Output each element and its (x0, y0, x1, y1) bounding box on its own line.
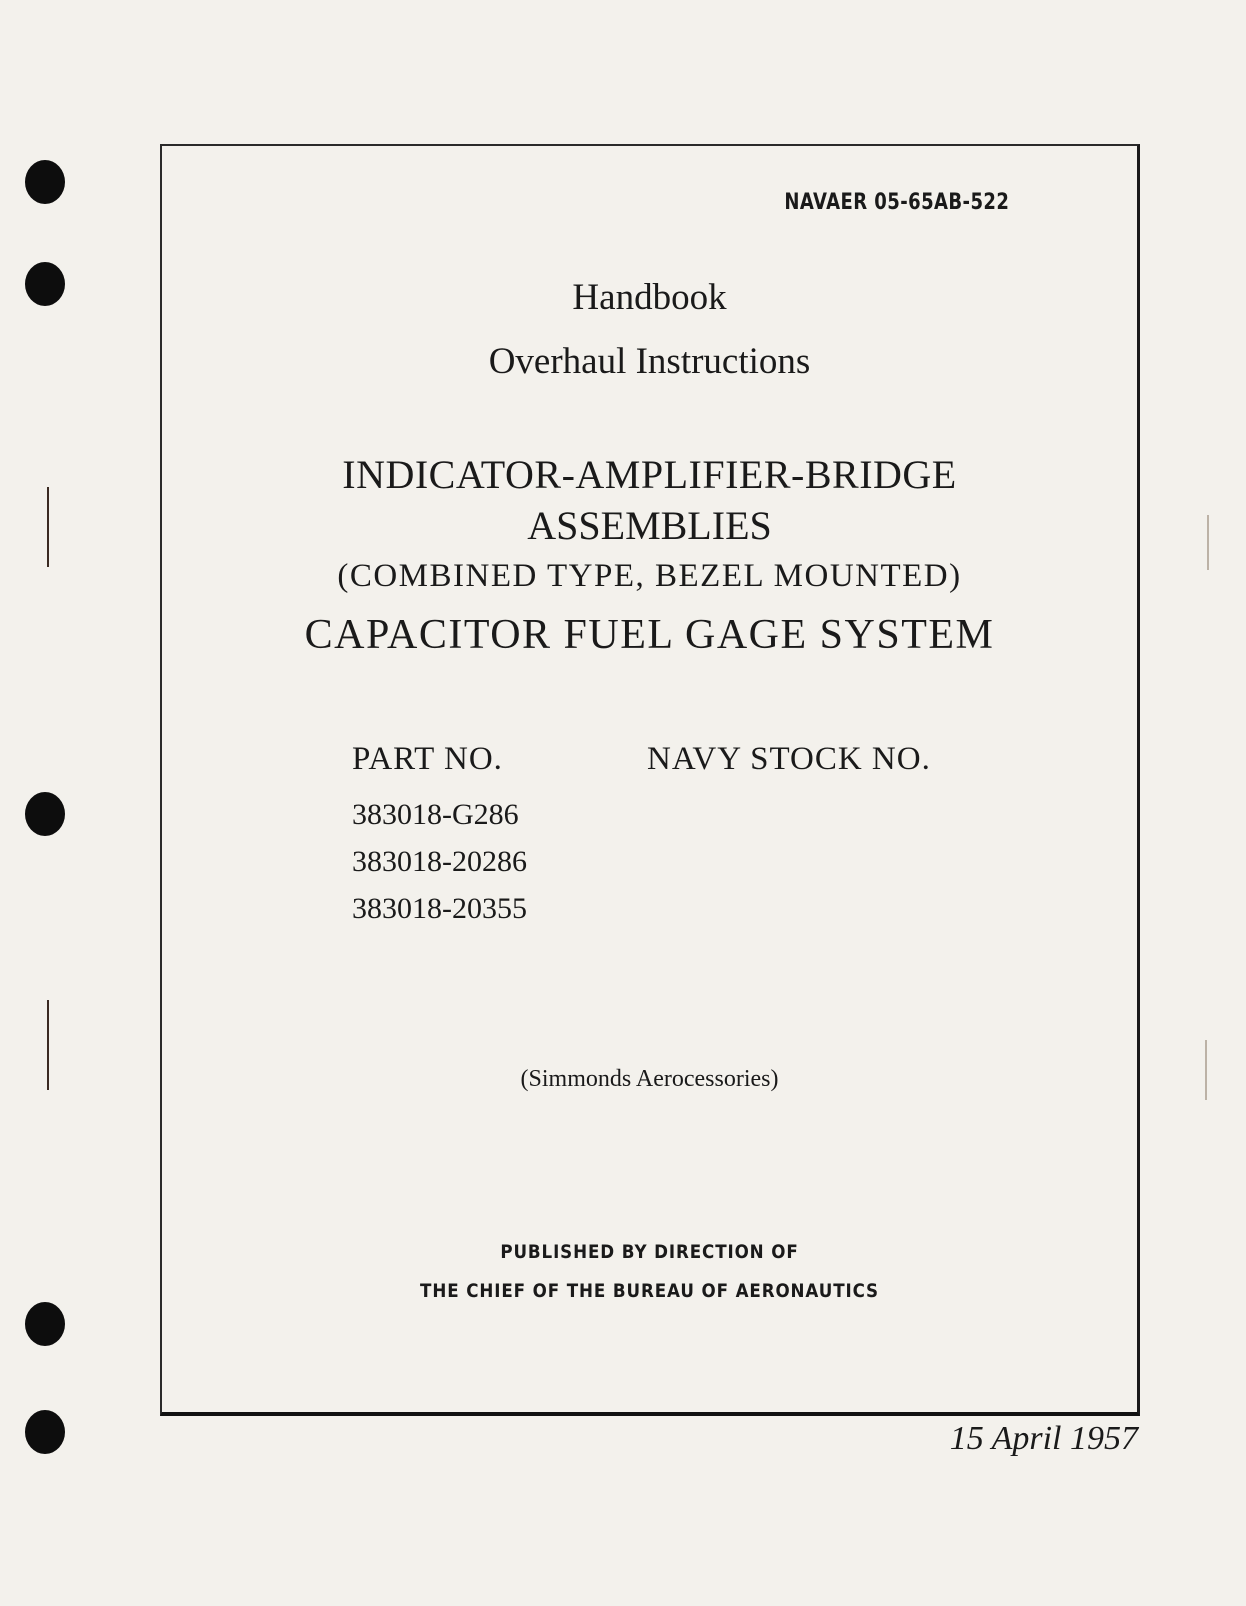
title-line-1: INDICATOR-AMPLIFIER-BRIDGE (342, 452, 957, 497)
document-subtitle: Overhaul Instructions (488, 341, 811, 382)
title-line-4: CAPACITOR FUEL GAGE SYSTEM (304, 612, 995, 658)
punch-hole (25, 1302, 65, 1346)
manufacturer: (Simmonds Aerocessories) (520, 1066, 779, 1092)
part-number-list (352, 791, 527, 932)
navy-stock-heading: NAVY STOCK NO. (647, 741, 931, 777)
part-number: 383018-20286 (352, 845, 527, 878)
document-number: NAVAER 05-65AB-522 (784, 190, 1009, 215)
title-frame (160, 144, 1140, 1416)
punch-hole (25, 160, 65, 204)
publisher-line-1: PUBLISHED BY DIRECTION OF (500, 1241, 799, 1263)
handbook-label: Handbook (572, 277, 727, 318)
part-number: 383018-20355 (352, 892, 527, 925)
publisher-line-2: THE CHIEF OF THE BUREAU OF AERONAUTICS (420, 1280, 879, 1302)
punch-hole (25, 262, 65, 306)
binding-mark (47, 487, 49, 567)
part-number: 383018-G286 (352, 798, 519, 831)
binding-mark (1205, 1040, 1207, 1100)
punch-hole (25, 792, 65, 836)
title-line-3: (COMBINED TYPE, BEZEL MOUNTED) (337, 558, 962, 594)
binding-mark (47, 1000, 49, 1090)
issue-date: 15 April 1957 (949, 1420, 1138, 1457)
punch-hole (25, 1410, 65, 1454)
title-line-2: ASSEMBLIES (527, 503, 772, 548)
binding-mark (1207, 515, 1209, 570)
part-no-heading: PART NO. (352, 741, 503, 777)
